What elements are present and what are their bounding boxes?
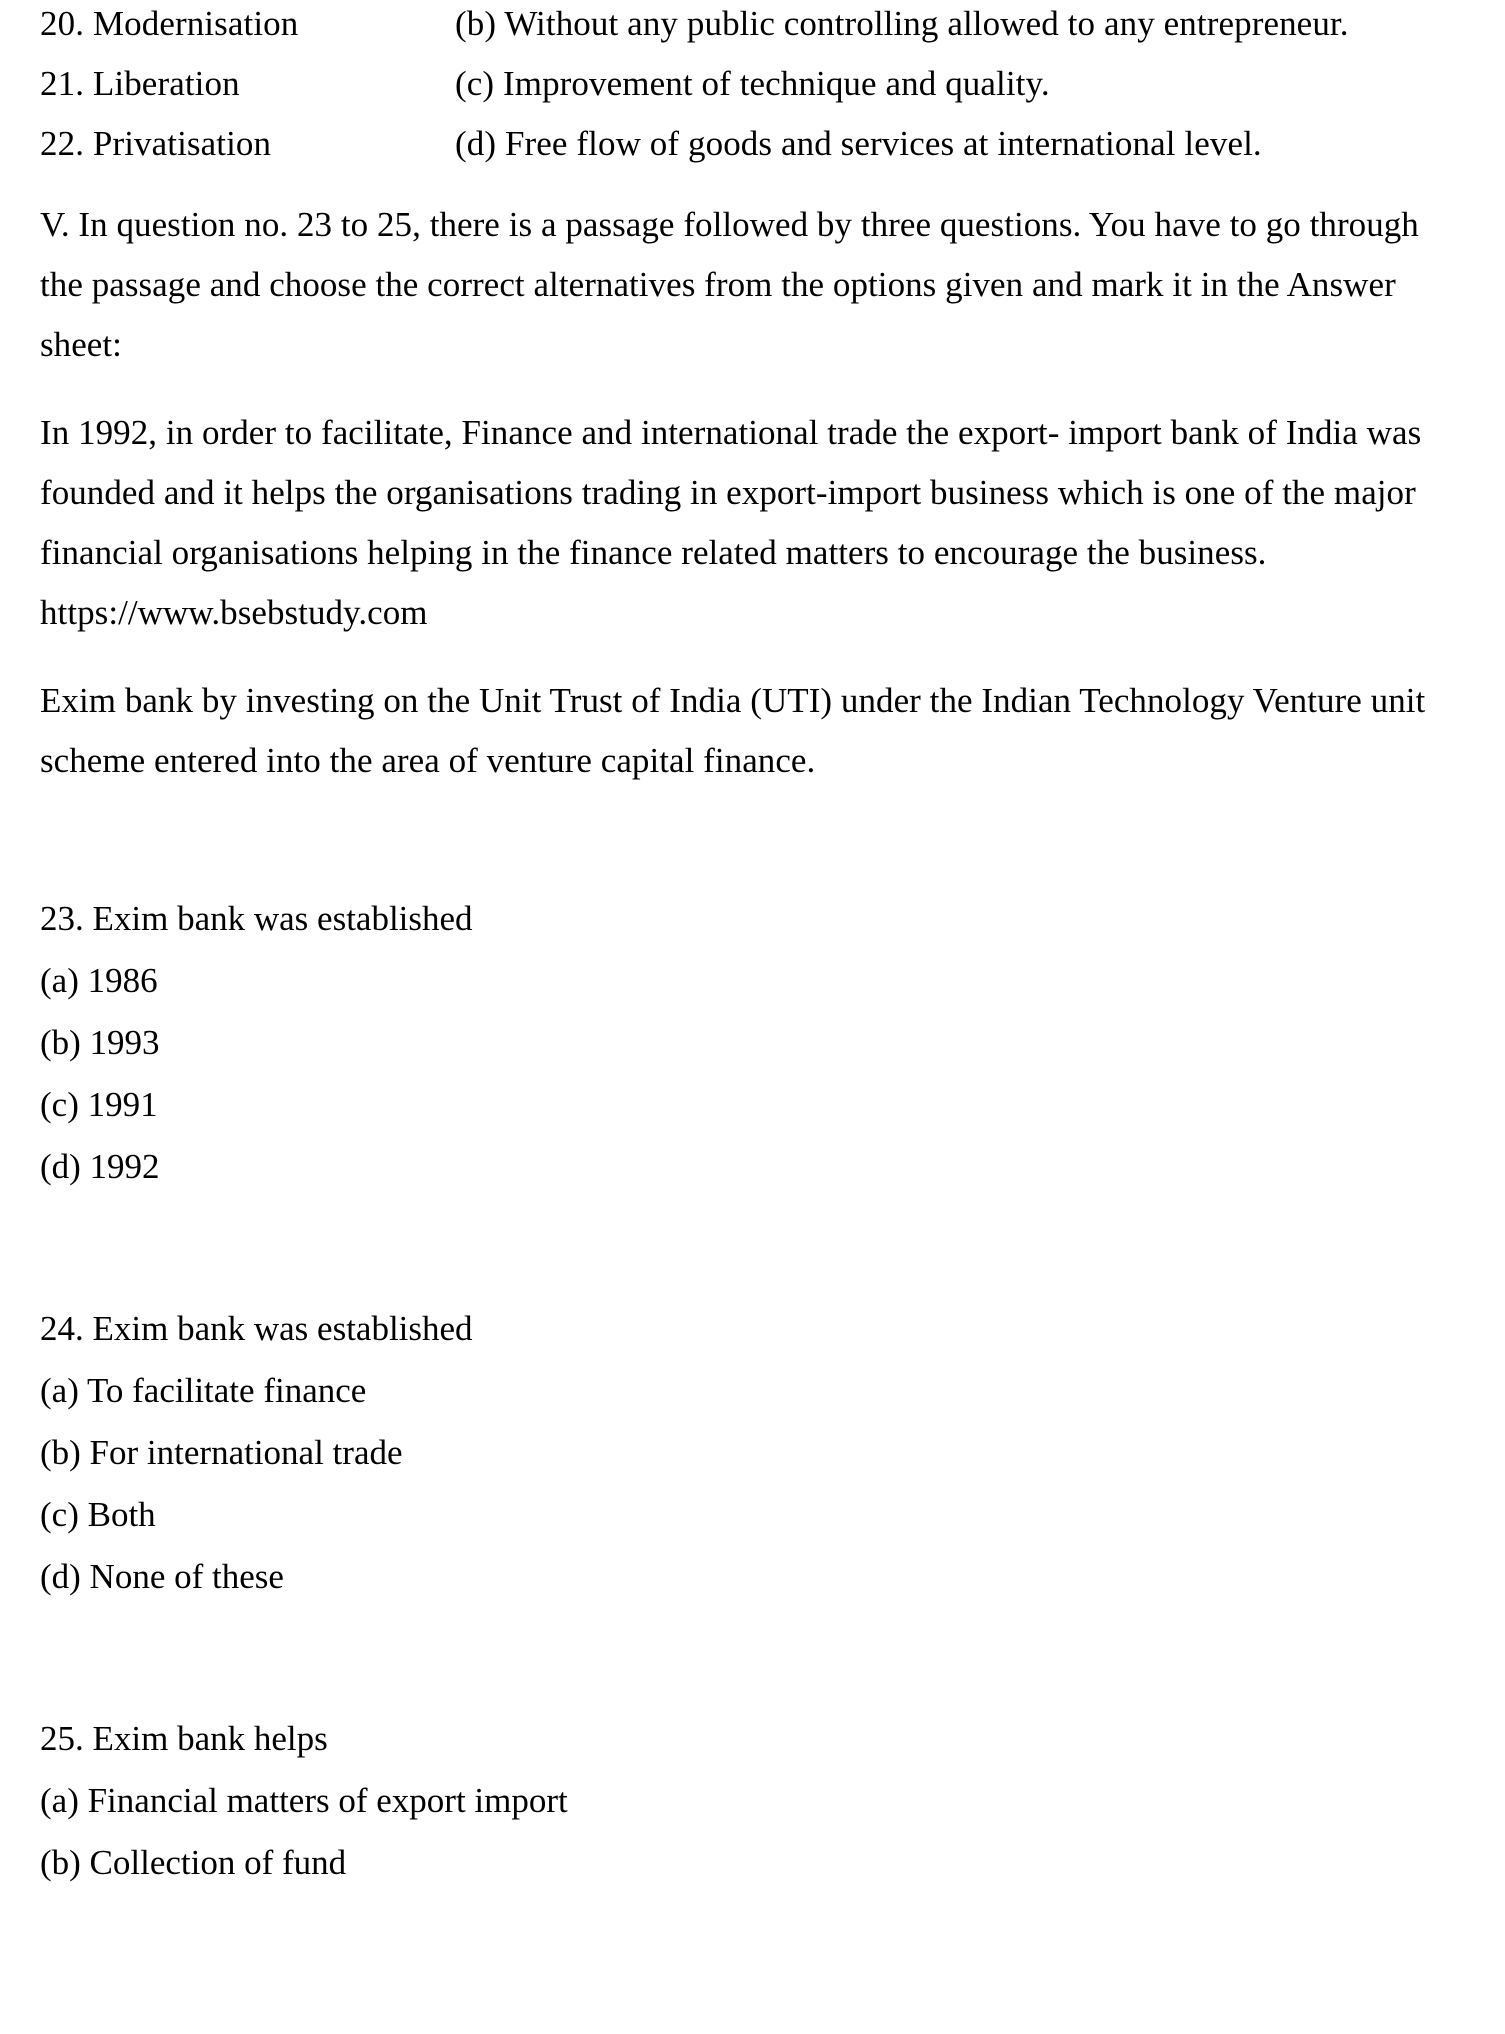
matching-row	[40, 54, 1465, 114]
question-block-23	[40, 889, 1465, 1197]
option-c[interactable]: (c) 1991	[40, 1085, 158, 1124]
option-b[interactable]: (b) For international trade	[40, 1433, 403, 1472]
option-a[interactable]: (a) To facilitate finance	[40, 1371, 367, 1410]
option-b[interactable]: (b) 1993	[40, 1023, 160, 1062]
matching-term: 21. Liberation	[40, 64, 240, 103]
matching-description: (d) Free flow of goods and services at international level.	[455, 124, 1262, 163]
option-list	[40, 951, 1465, 1197]
matching-term: 22. Privatisation	[40, 124, 272, 163]
option-c[interactable]: (c) Both	[40, 1495, 156, 1534]
question-title: 23. Exim bank was established	[40, 899, 473, 938]
option-b[interactable]: (b) Collection of fund	[40, 1843, 347, 1882]
passage-paragraph-2: Exim bank by investing on the Unit Trust of India (UTI) under the Indian Technology Venture unit scheme entered into the area of venture capital finance.	[40, 681, 1426, 780]
question-title: 25. Exim bank helps	[40, 1719, 328, 1758]
question-block-25	[40, 1709, 1465, 1893]
section-instruction: V. In question no. 23 to 25, there is a passage followed by three questions. You have to go through the passage and choose the correct alternatives from the options given and mark it in the Answer sheet:	[40, 205, 1419, 364]
option-d[interactable]: (d) None of these	[40, 1557, 284, 1596]
question-block-24	[40, 1299, 1465, 1607]
matching-term: 20. Modernisation	[40, 4, 299, 43]
option-list	[40, 1771, 1465, 1893]
matching-description: (b) Without any public controlling allowed to any entrepreneur.	[455, 4, 1349, 43]
option-list	[40, 1361, 1465, 1607]
option-a[interactable]: (a) Financial matters of export import	[40, 1781, 568, 1820]
question-title: 24. Exim bank was established	[40, 1309, 473, 1348]
matching-list	[40, 0, 1465, 174]
matching-description: (c) Improvement of technique and quality.	[455, 64, 1050, 103]
matching-row	[40, 0, 1465, 54]
option-d[interactable]: (d) 1992	[40, 1147, 160, 1186]
passage-paragraph-1: In 1992, in order to facilitate, Finance and international trade the export- import bank of India was founded and it helps the organisations trading in export-import business which is one of the major financial organisations helping in the finance related matters to encourage the business. https://www.bsebstudy.com	[40, 413, 1422, 632]
matching-row	[40, 114, 1465, 174]
option-a[interactable]: (a) 1986	[40, 961, 158, 1000]
